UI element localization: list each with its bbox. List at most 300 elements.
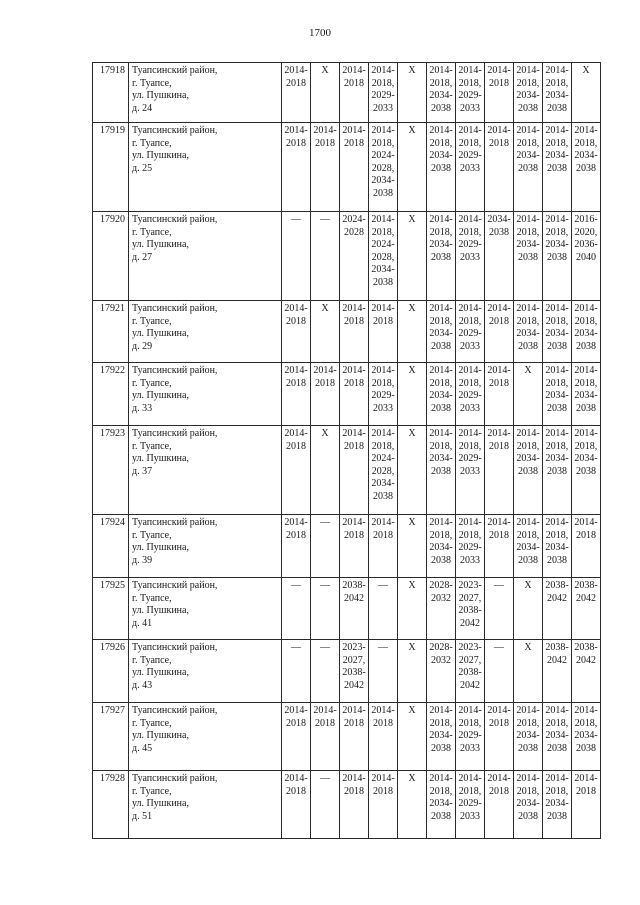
record-number: 17927 <box>93 703 129 771</box>
period-line: 2023- <box>342 642 366 653</box>
address-line: Туапсинский район, <box>132 214 218 225</box>
period-line: 2014- <box>458 365 482 376</box>
period-line: 2014- <box>371 705 395 716</box>
period-line: 2018, <box>371 137 395 149</box>
period-line: 2038 <box>547 465 567 477</box>
period-line: 2018 <box>489 440 509 452</box>
period-line: 2029- <box>458 390 482 401</box>
table-row <box>93 578 601 640</box>
period-cell <box>282 363 311 426</box>
record-number: 17921 <box>93 301 129 363</box>
period-line: 2038 <box>547 340 567 352</box>
period-line: X <box>408 517 416 528</box>
period-line: 2038 <box>547 402 567 414</box>
period-cell <box>398 771 427 839</box>
period-cell <box>398 63 427 123</box>
period-line: 2029- <box>458 798 482 809</box>
period-line: 2018 <box>344 77 364 89</box>
address-line: д. 51 <box>132 810 153 822</box>
period-line: 2034- <box>516 328 540 339</box>
period-line: — <box>320 214 330 225</box>
period-cell <box>456 63 485 123</box>
period-line: — <box>291 214 301 225</box>
period-line: 2018 <box>489 717 509 729</box>
address-line: г. Туапсе, <box>132 529 172 541</box>
period-line: 2024- <box>371 150 395 161</box>
address-line: Туапсинский район, <box>132 303 218 314</box>
period-line: 2018 <box>373 717 393 729</box>
period-line: 2014- <box>371 303 395 314</box>
period-line: 2024- <box>371 239 395 250</box>
period-line: 2038 <box>431 402 451 414</box>
period-line: 2028, <box>371 465 395 477</box>
period-line: 2038 <box>431 162 451 174</box>
record-number: 17925 <box>93 578 129 640</box>
period-line: 2018 <box>373 785 393 797</box>
period-line: 2018 <box>344 529 364 541</box>
period-line: 2038 <box>576 340 596 352</box>
period-line: 2018 <box>286 137 306 149</box>
period-cell <box>369 703 398 771</box>
period-line: 2033 <box>373 102 393 114</box>
period-line: 2014- <box>371 365 395 376</box>
table-row <box>93 640 601 703</box>
period-line: 2014- <box>516 773 540 784</box>
address-line: ул. Пушкина, <box>132 150 189 161</box>
period-line: 2014- <box>458 125 482 136</box>
period-cell <box>572 515 601 578</box>
address-line: д. 25 <box>132 162 153 174</box>
period-line: 2014- <box>545 428 569 439</box>
period-line: 2038 <box>518 554 538 566</box>
period-line: 2038- <box>342 667 366 678</box>
period-line: 2018, <box>545 137 569 149</box>
period-cell <box>340 212 369 301</box>
period-cell <box>340 640 369 703</box>
registry-body <box>93 63 601 839</box>
period-cell <box>543 123 572 212</box>
address-line: г. Туапсе, <box>132 717 172 729</box>
period-line: 2014- <box>429 705 453 716</box>
period-line: 2034- <box>371 264 395 275</box>
period-cell <box>340 301 369 363</box>
period-line: 2038 <box>547 554 567 566</box>
address-line: Туапсинский район, <box>132 773 218 784</box>
address-line: г. Туапсе, <box>132 377 172 389</box>
period-cell <box>369 123 398 212</box>
period-line: 2029- <box>458 150 482 161</box>
period-line: 2034- <box>429 90 453 101</box>
period-line: 2014- <box>545 517 569 528</box>
period-line: 2018, <box>545 785 569 797</box>
period-cell <box>369 212 398 301</box>
address-line: ул. Пушкина, <box>132 730 189 741</box>
period-line: 2033 <box>460 162 480 174</box>
period-line: 2014- <box>429 303 453 314</box>
address-line: г. Туапсе, <box>132 77 172 89</box>
period-line: 2018 <box>286 377 306 389</box>
period-line: 2018, <box>516 315 540 327</box>
period-cell <box>398 363 427 426</box>
period-line: 2014- <box>516 65 540 76</box>
period-line: 2038 <box>431 742 451 754</box>
period-line: 2018, <box>429 137 453 149</box>
period-line: — <box>291 642 301 653</box>
period-line: 2038 <box>518 102 538 114</box>
period-cell <box>543 515 572 578</box>
address-line: д. 33 <box>132 402 153 414</box>
period-cell <box>456 703 485 771</box>
period-cell <box>282 640 311 703</box>
table-row <box>93 771 601 839</box>
period-line: 2034- <box>574 150 598 161</box>
period-line: 2018, <box>458 440 482 452</box>
period-line: 2014- <box>487 125 511 136</box>
period-line: 2038- <box>545 642 569 653</box>
period-cell <box>456 426 485 515</box>
period-line: 2014- <box>429 214 453 225</box>
address-cell <box>129 212 282 301</box>
period-line: X <box>524 580 532 591</box>
period-line: 2029- <box>371 390 395 401</box>
address-line: ул. Пушкина, <box>132 390 189 401</box>
period-line: 2038- <box>574 580 598 591</box>
period-line: 2029- <box>458 453 482 464</box>
period-line: 2033 <box>460 402 480 414</box>
table-row <box>93 426 601 515</box>
period-cell <box>485 363 514 426</box>
period-line: 2018, <box>458 77 482 89</box>
period-line: 2018, <box>371 77 395 89</box>
period-line: 2034- <box>545 328 569 339</box>
period-line: 2018 <box>489 77 509 89</box>
period-line: 2018 <box>344 717 364 729</box>
period-cell <box>572 578 601 640</box>
period-line: 2029- <box>458 328 482 339</box>
period-line: 2018 <box>344 315 364 327</box>
period-cell <box>485 771 514 839</box>
period-line: 2014- <box>342 773 366 784</box>
period-line: 2033 <box>460 251 480 263</box>
period-line: X <box>582 65 590 76</box>
period-cell <box>369 515 398 578</box>
period-line: 2038- <box>458 605 482 616</box>
period-line: X <box>321 303 329 314</box>
period-line: X <box>408 303 416 314</box>
period-cell <box>398 426 427 515</box>
record-number: 17920 <box>93 212 129 301</box>
period-cell <box>456 640 485 703</box>
period-line: 2014- <box>545 303 569 314</box>
period-line: 2034- <box>516 453 540 464</box>
record-number: 17926 <box>93 640 129 703</box>
period-line: 2014- <box>487 705 511 716</box>
table-row <box>93 123 601 212</box>
period-cell <box>398 515 427 578</box>
period-cell <box>311 212 340 301</box>
period-cell <box>340 63 369 123</box>
period-line: 2014- <box>429 365 453 376</box>
period-cell <box>543 703 572 771</box>
address-line: Туапсинский район, <box>132 642 218 653</box>
period-line: 2034- <box>516 798 540 809</box>
period-line: 2014- <box>284 125 308 136</box>
period-cell <box>543 301 572 363</box>
period-line: 2014- <box>429 517 453 528</box>
period-line: 2034- <box>429 798 453 809</box>
period-line: 2034- <box>429 390 453 401</box>
address-cell <box>129 123 282 212</box>
period-cell <box>514 640 543 703</box>
address-cell <box>129 301 282 363</box>
period-cell <box>282 426 311 515</box>
period-line: 2033 <box>460 554 480 566</box>
period-cell <box>485 640 514 703</box>
period-cell <box>514 363 543 426</box>
period-cell <box>514 426 543 515</box>
period-line: 2034- <box>545 798 569 809</box>
period-line: 2018, <box>545 529 569 541</box>
period-line: 2014- <box>284 303 308 314</box>
address-line: Туапсинский район, <box>132 365 218 376</box>
period-line: 2014- <box>371 428 395 439</box>
period-line: 2032 <box>431 592 451 604</box>
period-line: 2033 <box>460 102 480 114</box>
period-line: 2038 <box>373 490 393 502</box>
period-line: 2038 <box>547 102 567 114</box>
period-line: X <box>408 428 416 439</box>
period-line: 2034- <box>429 239 453 250</box>
period-cell <box>456 771 485 839</box>
period-line: 2018 <box>315 377 335 389</box>
table-row <box>93 212 601 301</box>
period-line: 2038 <box>373 187 393 199</box>
address-line: г. Туапсе, <box>132 315 172 327</box>
period-line: 2034- <box>545 90 569 101</box>
period-line: 2038- <box>458 667 482 678</box>
period-line: 2018 <box>576 785 596 797</box>
period-line: 2014- <box>284 517 308 528</box>
period-cell <box>456 301 485 363</box>
period-cell <box>398 123 427 212</box>
period-line: 2038 <box>547 742 567 754</box>
registry-table <box>92 62 601 839</box>
period-line: 2018, <box>371 440 395 452</box>
period-cell <box>485 703 514 771</box>
period-line: 2018 <box>373 529 393 541</box>
period-line: 2018, <box>545 440 569 452</box>
period-line: 2038 <box>431 251 451 263</box>
address-cell <box>129 578 282 640</box>
period-line: 2018 <box>489 785 509 797</box>
period-cell <box>543 771 572 839</box>
period-line: — <box>320 580 330 591</box>
address-line: Туапсинский район, <box>132 705 218 716</box>
period-line: 2034- <box>516 150 540 161</box>
period-cell <box>572 703 601 771</box>
period-line: 2042 <box>576 654 596 666</box>
period-cell <box>398 640 427 703</box>
period-line: 2018 <box>576 529 596 541</box>
period-line: 2018, <box>545 315 569 327</box>
period-cell <box>485 123 514 212</box>
period-line: 2014- <box>371 773 395 784</box>
period-cell <box>340 578 369 640</box>
period-cell <box>369 363 398 426</box>
period-cell <box>456 363 485 426</box>
period-cell <box>311 63 340 123</box>
address-line: ул. Пушкина, <box>132 328 189 339</box>
period-line: 2038 <box>547 162 567 174</box>
period-line: 2018, <box>516 137 540 149</box>
period-cell <box>543 212 572 301</box>
period-line: 2038- <box>545 580 569 591</box>
address-line: д. 24 <box>132 102 153 114</box>
period-line: 2034- <box>371 175 395 186</box>
period-cell <box>311 123 340 212</box>
period-cell <box>572 63 601 123</box>
period-line: 2034- <box>429 328 453 339</box>
period-line: 2014- <box>342 365 366 376</box>
period-line: 2018 <box>286 529 306 541</box>
period-line: 2018 <box>373 315 393 327</box>
period-line: 2018, <box>458 377 482 389</box>
address-cell <box>129 63 282 123</box>
period-line: — <box>378 580 388 591</box>
address-line: ул. Пушкина, <box>132 542 189 553</box>
address-cell <box>129 640 282 703</box>
period-line: 2018 <box>344 785 364 797</box>
address-line: Туапсинский район, <box>132 428 218 439</box>
period-line: — <box>320 517 330 528</box>
period-line: 2014- <box>342 705 366 716</box>
address-line: г. Туапсе, <box>132 440 172 452</box>
period-cell <box>369 426 398 515</box>
period-line: 2018, <box>429 717 453 729</box>
period-line: 2018, <box>371 377 395 389</box>
period-line: 2014- <box>284 428 308 439</box>
period-cell <box>282 212 311 301</box>
period-line: 2014- <box>342 428 366 439</box>
period-cell <box>543 63 572 123</box>
period-cell <box>311 771 340 839</box>
period-line: X <box>321 65 329 76</box>
period-line: 2018 <box>489 377 509 389</box>
period-line: 2014- <box>516 517 540 528</box>
period-cell <box>572 123 601 212</box>
period-line: 2014- <box>284 65 308 76</box>
period-line: 2034- <box>516 239 540 250</box>
address-cell <box>129 771 282 839</box>
period-line: 2042 <box>344 592 364 604</box>
period-cell <box>427 212 456 301</box>
period-line: 2018, <box>574 137 598 149</box>
period-line: 2014- <box>458 65 482 76</box>
address-line: Туапсинский район, <box>132 65 218 76</box>
period-cell <box>543 640 572 703</box>
period-line: 2018 <box>286 717 306 729</box>
address-line: д. 45 <box>132 742 153 754</box>
address-cell <box>129 703 282 771</box>
address-line: д. 39 <box>132 554 153 566</box>
period-line: 2034- <box>429 150 453 161</box>
period-line: 2029- <box>458 90 482 101</box>
period-line: 2014- <box>574 303 598 314</box>
period-cell <box>485 63 514 123</box>
period-line: 2042 <box>460 679 480 691</box>
period-line: — <box>494 642 504 653</box>
period-line: 2018, <box>516 529 540 541</box>
period-cell <box>311 515 340 578</box>
period-cell <box>485 301 514 363</box>
period-cell <box>369 63 398 123</box>
period-cell <box>311 640 340 703</box>
period-line: 2014- <box>429 773 453 784</box>
period-cell <box>340 426 369 515</box>
period-line: 2014- <box>545 65 569 76</box>
record-number: 17922 <box>93 363 129 426</box>
period-line: 2018, <box>574 377 598 389</box>
period-line: 2018, <box>574 717 598 729</box>
period-line: 2018, <box>516 226 540 238</box>
table-row <box>93 63 601 123</box>
period-cell <box>543 578 572 640</box>
period-cell <box>311 363 340 426</box>
period-cell <box>427 363 456 426</box>
period-line: 2038- <box>342 580 366 591</box>
period-line: 2014- <box>313 125 337 136</box>
period-cell <box>572 640 601 703</box>
address-line: д. 29 <box>132 340 153 352</box>
period-line: 2038 <box>518 465 538 477</box>
period-line: 2038 <box>547 810 567 822</box>
period-line: 2029- <box>458 239 482 250</box>
address-line: г. Туапсе, <box>132 137 172 149</box>
period-line: 2038 <box>576 465 596 477</box>
period-line: 2034- <box>574 730 598 741</box>
period-line: 2018, <box>516 440 540 452</box>
record-number: 17928 <box>93 771 129 839</box>
period-line: X <box>408 214 416 225</box>
period-line: 2034- <box>574 390 598 401</box>
period-line: 2014- <box>342 303 366 314</box>
period-line: 2018 <box>286 77 306 89</box>
period-cell <box>572 301 601 363</box>
period-line: 2038- <box>574 642 598 653</box>
period-line: 2018 <box>344 377 364 389</box>
period-line: 2014- <box>574 365 598 376</box>
period-line: 2018 <box>286 315 306 327</box>
period-line: 2018, <box>545 226 569 238</box>
address-line: ул. Пушкина, <box>132 667 189 678</box>
period-line: 2014- <box>574 517 598 528</box>
period-line: 2018 <box>489 529 509 541</box>
period-line: 2018 <box>344 440 364 452</box>
period-cell <box>340 515 369 578</box>
period-cell <box>369 771 398 839</box>
period-cell <box>514 771 543 839</box>
period-line: 2018 <box>286 785 306 797</box>
period-line: 2014- <box>371 214 395 225</box>
period-line: 2034- <box>516 730 540 741</box>
period-line: 2034- <box>516 542 540 553</box>
record-number: 17919 <box>93 123 129 212</box>
period-line: 2018, <box>429 440 453 452</box>
period-line: — <box>320 642 330 653</box>
period-line: 2033 <box>373 402 393 414</box>
period-line: 2032 <box>431 654 451 666</box>
period-line: 2029- <box>458 542 482 553</box>
